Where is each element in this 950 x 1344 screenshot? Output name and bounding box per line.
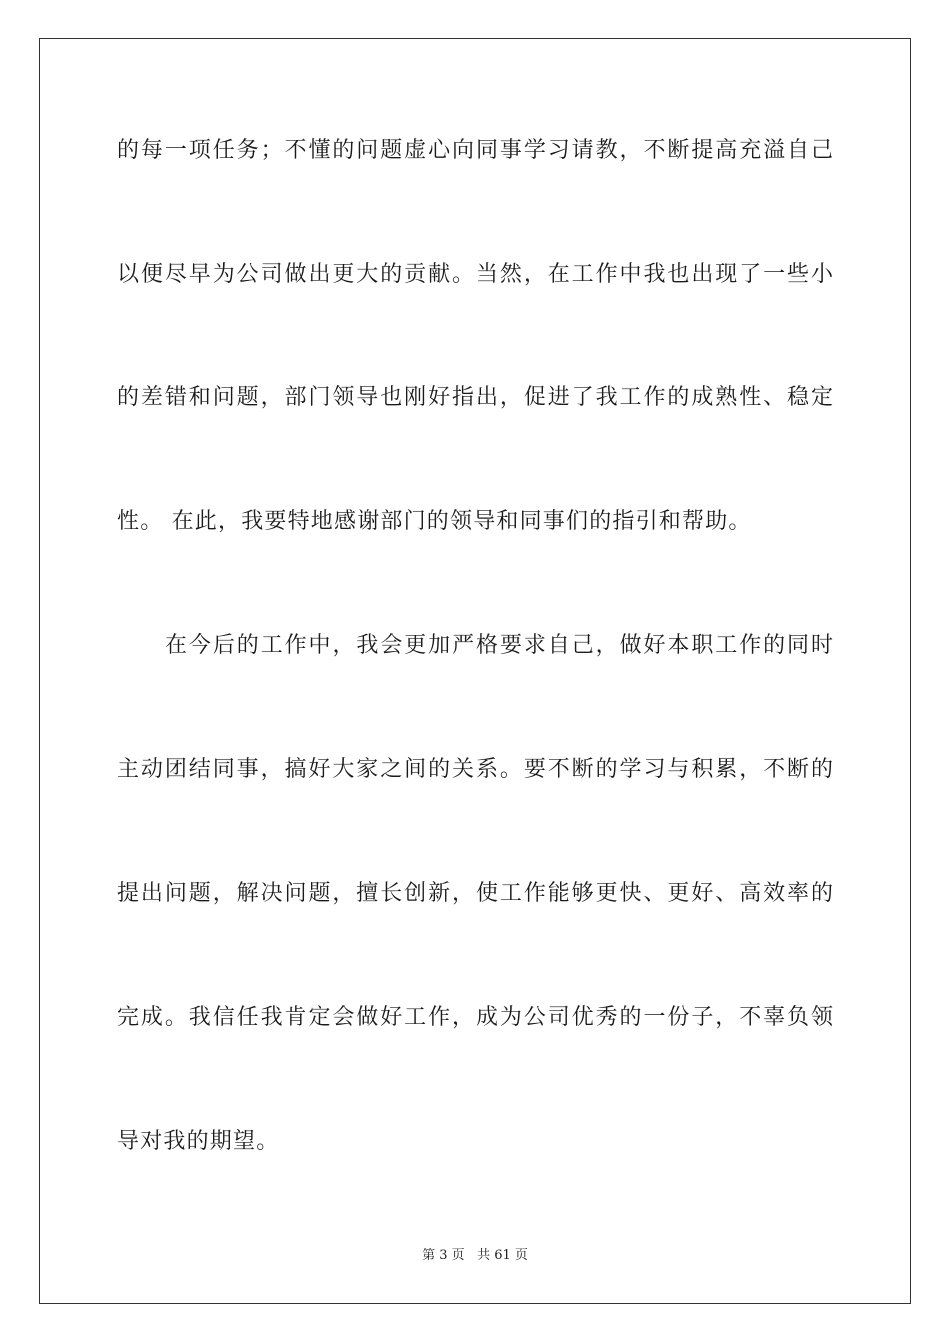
page-total: 共 61 页 bbox=[477, 1248, 528, 1263]
page-border bbox=[39, 38, 911, 1304]
paragraph-first-line: 在今后的工作中，我会更加严格要求自己，做好本职工作的同时 bbox=[165, 633, 833, 658]
page-footer bbox=[0, 1247, 950, 1265]
body-text-line: 以便尽早为公司做出更大的贡献。当然，在工作中我也出现了一些小 bbox=[117, 262, 833, 287]
body-text-line: 导对我的期望。 bbox=[117, 1129, 280, 1154]
page-number: 第 3 页 bbox=[422, 1248, 465, 1263]
body-text-line: 主动团结同事，搞好大家之间的关系。要不断的学习与积累，不断的 bbox=[117, 757, 833, 782]
body-text-line: 的每一项任务；不懂的问题虚心向同事学习请教，不断提高充溢自己 bbox=[117, 138, 833, 163]
body-text-line: 的差错和问题，部门领导也刚好指出，促进了我工作的成熟性、稳定 bbox=[117, 385, 833, 410]
body-text-line: 性。 在此，我要特地感谢部门的领导和同事们的指引和帮助。 bbox=[117, 509, 752, 534]
body-text-line: 完成。我信任我肯定会做好工作，成为公司优秀的一份子，不辜负领 bbox=[117, 1005, 833, 1030]
body-text-line: 提出问题，解决问题，擅长创新，使工作能够更快、更好、高效率的 bbox=[117, 881, 833, 906]
